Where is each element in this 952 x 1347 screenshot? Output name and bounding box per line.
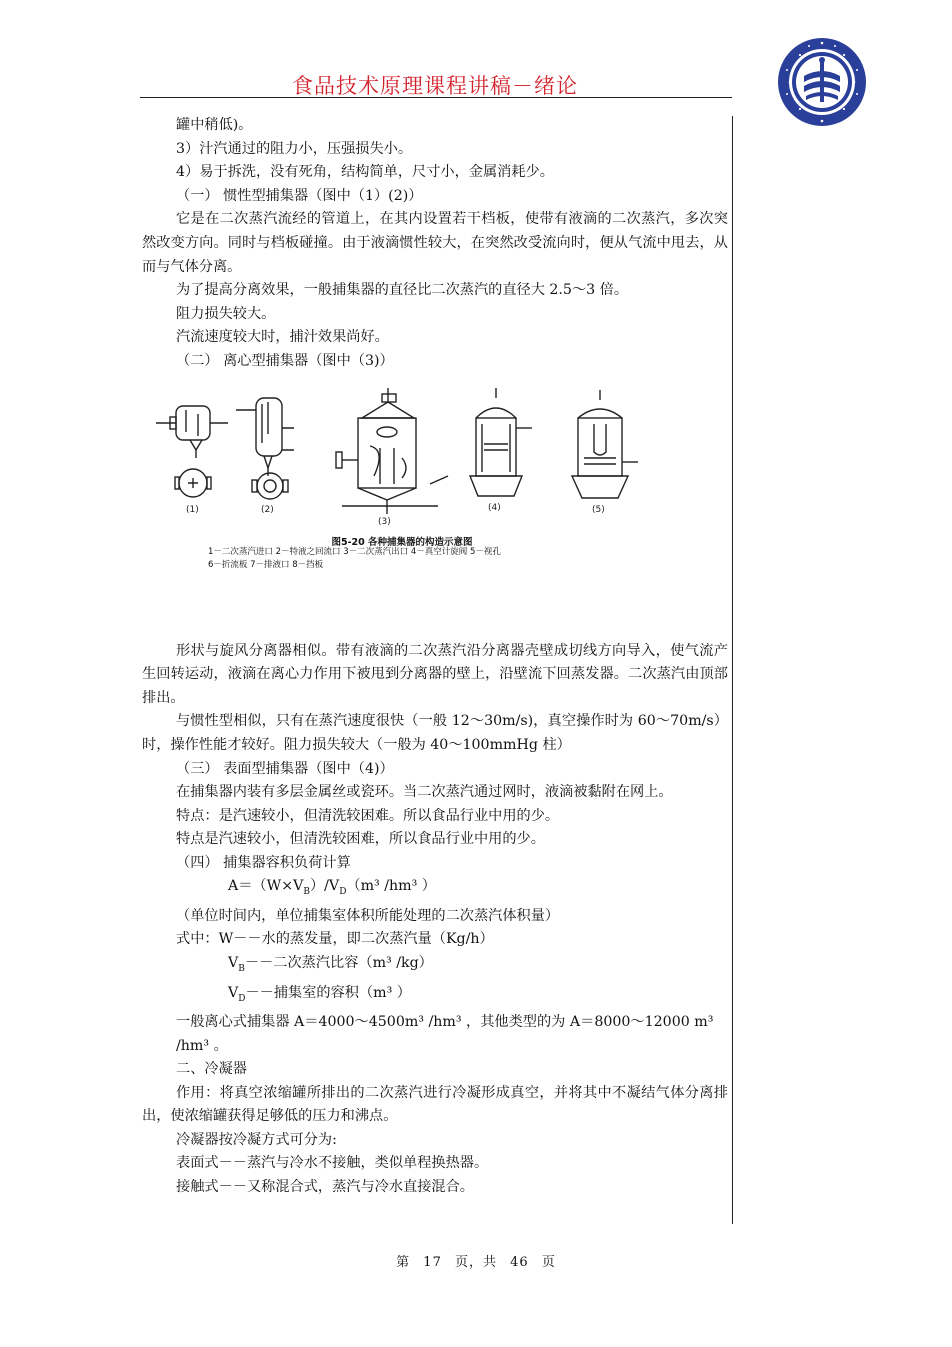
page-footer: 第 17 页，共 46 页 [396,1255,556,1270]
page-title: 食品技术原理课程讲稿－绪论 [292,74,578,98]
paragraph: 特点是汽速较小，但清洗较困难，所以食品行业中用的少。 [176,831,545,848]
paragraph: 冷凝器按冷凝方式可分为: [176,1131,337,1148]
paragraph: 它是在二次蒸汽流经的管道上，在其内设置若干档板，使带有液滴的二次蒸汽，多次突然改变方向。同时与档板碰撞。由于液滴惯性较大，在突然改受流向时，便从气流中甩去，从而与气体分离。 [142,211,728,275]
paragraph: 特点：是汽速较小，但清洗较困难。所以食品行业中用的少。 [176,807,560,824]
paragraph: 形状与旋风分离器相似。带有液滴的二次蒸汽沿分离器壳壁成切线方向导入，使气流产生回转运动，液滴在离心力作用下被甩到分离器的壁上，沿壁流下回蒸发器。二次蒸汽由顶部排出。 [142,642,728,706]
figure-caption-title: 图5-20 各种捕集器的构造示意图 [331,536,473,548]
paragraph: 4）易于拆洗，没有死角，结构简单，尺寸小，金属消耗少。 [176,164,554,181]
paragraph: 在捕集器内装有多层金属丝或瓷环。当二次蒸汽通过网时，液滴被黏附在网上。 [176,784,673,801]
figure-legend-line: 6－折流板 7－排液口 8－挡板 [208,559,324,570]
paragraph: 与惯性型相似，只有在蒸汽速度很快（一般 12～30m/s)，真空操作时为 60～70m/s）时，操作性能才较好。阻力损失较大（一般为 40～100mmHg 柱） [142,713,728,753]
total-pages: 46 [510,1255,529,1270]
right-margin-rule [732,116,733,1224]
paragraph: 阻力损失较大。 [176,305,276,322]
paragraph: 接触式－－又称混合式，蒸汽与冷水直接混合。 [176,1179,474,1196]
current-page-number: 17 [423,1255,442,1270]
paragraph: 汽流速度较大时，捕汁效果尚好。 [176,329,389,346]
section-heading: （二） 离心型捕集器（图中（3)） [176,352,394,369]
paragraph: 为了提高分离效果，一般捕集器的直径比二次蒸汽的直径大 2.5～3 倍。 [176,282,629,299]
figure-label-3: (3) [378,516,391,527]
paragraph: 式中：W－－水的蒸发量，即二次蒸汽量（Kg/h） [176,931,494,948]
figure-label-2: (2) [261,504,274,515]
paragraph: 3）汁汽通过的阻力小，压强损失小。 [176,140,413,157]
paragraph: 罐中稍低)。 [176,117,253,133]
figure-label-1: (1) [186,504,199,515]
formula: $A=(W\times V_B)/V_D(m^3$ /hm³ ） [228,878,436,898]
figure-label-4: (4) [488,502,501,513]
variable-definition: $V_D--$捕集室的容积（m³ ） [228,984,411,1004]
figure-legend [208,546,501,572]
variable-definition: $V_B--$二次蒸汽比容（m³ /kg） [228,955,433,974]
paragraph: 表面式－－蒸汽与冷水不接触，类似单程换热器。 [176,1155,489,1172]
section-heading: 二、冷凝器 [176,1061,247,1078]
body-text [142,114,728,1200]
university-seal-icon [776,36,868,128]
section-heading: （四） 捕集器容积负荷计算 [176,854,351,871]
paragraph: 作用：将真空浓缩罐所排出的二次蒸汽进行冷凝形成真空，并将其中不凝结气体分离排出，使浓缩罐获得足够低的压力和沸点。 [142,1084,728,1125]
figure-label-5: (5) [592,504,605,515]
header-rule [140,97,732,98]
section-heading: （三） 表面型捕集器（图中（4)） [176,760,394,777]
paragraph: 一般离心式捕集器 A＝4000～4500m³ /hm³ ，其他类型的为 A＝8000～12000 m³ /hm³ 。 [176,1013,714,1054]
section-heading: （一） 惯性型捕集器（图中（1）(2)） [176,187,423,204]
separator-diagram [148,388,668,528]
separator-diagram-figure [142,388,728,628]
paragraph: （单位时间内，单位捕集室体积所能处理的二次蒸汽体积量） [176,907,560,924]
figure-legend-line: 1－二次蒸汽进口 2－特液之回流口 3－二次蒸汽出口 4－真空计旋阀 5－视孔 [208,546,501,557]
